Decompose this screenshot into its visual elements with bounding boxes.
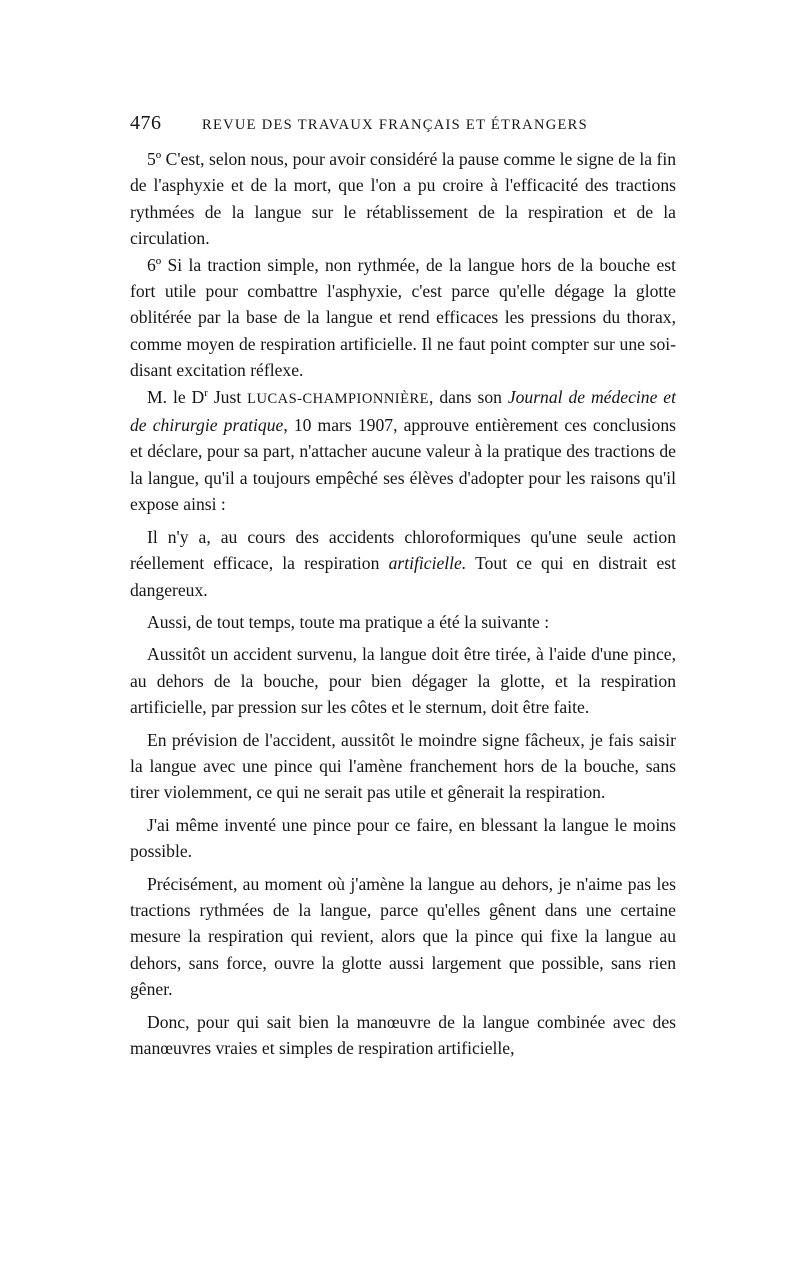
body-text bbox=[130, 146, 676, 1061]
paragraph-continuation: , 10 mars 1907, approuve entièrement ces conclusions et déclare, pour sa part, n'attacher aucune valeur à la pratique des tractions de la langue, qu'il a toujours empêché ses élèves d'adopter pour les raisons qu'il expose ainsi : bbox=[130, 415, 676, 515]
paragraph-quote-1 bbox=[130, 524, 676, 603]
page-number: 476 bbox=[130, 112, 162, 134]
doctor-surname: LUCAS-CHAMPIONNIÈRE bbox=[247, 390, 430, 407]
quote-1-start: Il n'y a, au cours des accidents chloroformiques qu'une seule action réellement efficace, la respiration bbox=[130, 526, 676, 574]
quote-1-emphasis: artificielle. bbox=[388, 553, 467, 574]
paragraph-lucas-championniere bbox=[130, 384, 676, 518]
paragraph-quote-3: Aussitôt un accident survenu, la langue doit être tirée, à l'aide d'une pince, au dehors de la bouche, pour bien dégager la glotte, et la respiration artificielle, par pression sur les côtes et le sternum, doit être faite. bbox=[130, 644, 676, 718]
doctor-first-name: Just bbox=[207, 386, 248, 407]
journal-title: Journal de médecine et de chirurgie pratique bbox=[130, 386, 676, 436]
paragraph-quote-7: Donc, pour qui sait bien la manœuvre de la langue combinée avec des manœuvres vraies et simples de respiration artificielle, bbox=[130, 1011, 676, 1058]
paragraph-quote-4: En prévision de l'accident, aussitôt le moindre signe fâcheux, je fais saisir la langue avec une pince qui l'amène franchement hors de la bouche, sans tirer violemment, ce qui ne serait pas utile et gênerait la respiration. bbox=[130, 729, 676, 803]
doctor-prefix: M. le D bbox=[147, 386, 205, 407]
paragraph-conclusion-5: 5º C'est, selon nous, pour avoir considéré la pause comme le signe de la fin de l'asphyxie et de la mort, que l'on a pu croire à l'efficacité des tractions rythmées de la langue sur le rétablissement de la respiration et de la circulation. bbox=[130, 149, 676, 249]
paragraph-quote-2: Aussi, de tout temps, toute ma pratique a été la suivante : bbox=[147, 611, 550, 632]
paragraph-quote-6: Précisément, au moment où j'amène la langue au dehors, je n'aime pas les tractions rythmées de la langue, parce qu'elles gênent dans une certaine mesure la respiration qui revient, alors que la pince qui fixe la langue au dehors, sans force, ouvre la glotte aussi largement que possible, sans rien gêner. bbox=[130, 873, 676, 1000]
running-title: REVUE DES TRAVAUX FRANÇAIS ET ÉTRANGERS bbox=[202, 117, 588, 133]
document-page bbox=[130, 112, 676, 1061]
paragraph-quote-5: J'ai même inventé une pince pour ce faire, en blessant la langue le moins possible. bbox=[130, 814, 676, 862]
page-header bbox=[130, 112, 676, 142]
journal-intro: , dans son bbox=[429, 386, 508, 407]
quote-1-end: Tout ce qui en distrait est dangereux. bbox=[130, 553, 677, 600]
doctor-superscript: r bbox=[204, 386, 208, 399]
paragraph-conclusion-6: 6º Si la traction simple, non rythmée, de la langue hors de la bouche est fort utile pour combattre l'asphyxie, c'est parce qu'elle dégage la glotte oblitérée par la base de la langue et rend efficaces les pressions du thorax, comme moyen de respiration artificielle. Il ne faut point compter sur une soi-disant excitation réflexe. bbox=[130, 254, 676, 381]
